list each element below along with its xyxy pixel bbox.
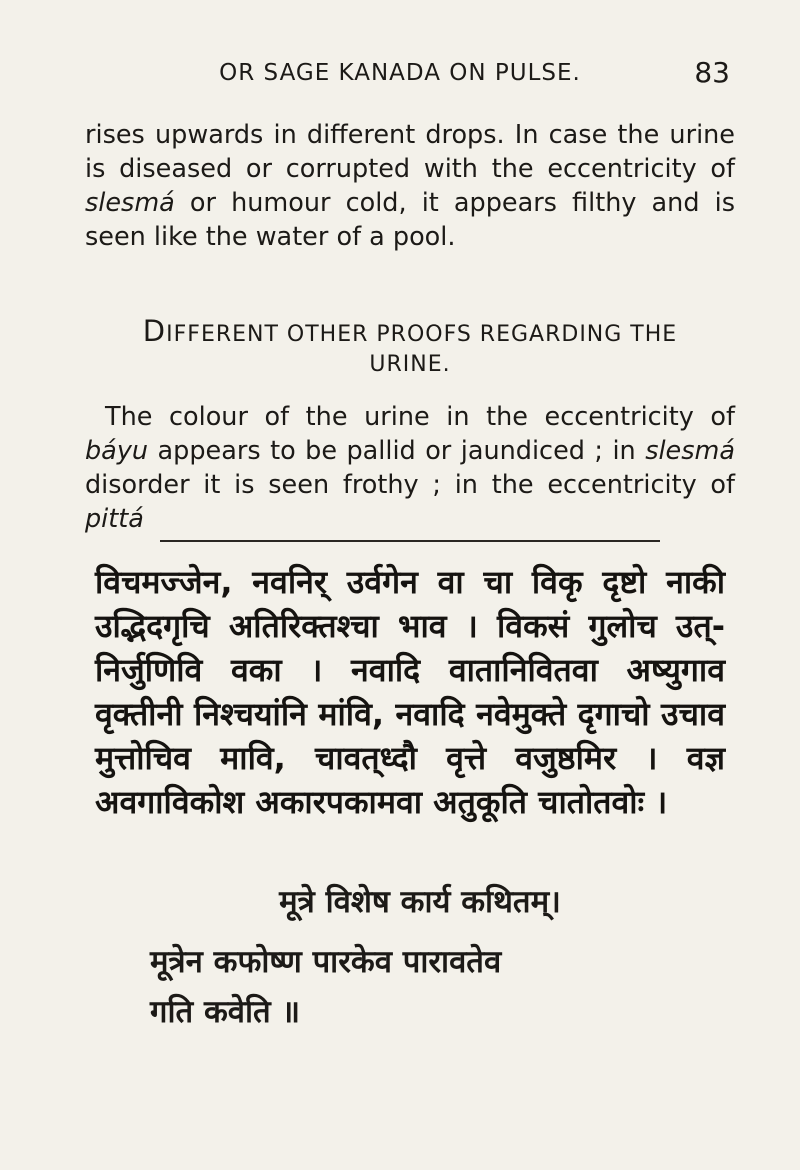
paragraph-2-italic-pitta: pittá xyxy=(85,504,144,534)
sanskrit-prose: विचमज्जेन, नवनिर् उर्वगेन वा चा विकृ दृष्टो नाकी उद्भिदगृचि अतिरिक्तश्चा भाव । विकसं गुलोच उत्- निर्जुणिवि वका । नवादि वातानिवितवा अष्युगाव वृक्तीनी निश्चयांनि मांवि, नवादि नवेमुक्ते दृगाचो उचाव मुत्तोचिव मावि, चावत्‌ध्दौ वृत्ते वजुष्ठमिर । वज्ञ अवगाविकोश अकारपकामवा अतुकूति चातोतवोः । xyxy=(95,563,725,821)
paragraph-2-italic-slesma: slesmá xyxy=(645,436,735,466)
paragraph-2-italic-bayu: báyu xyxy=(85,436,149,466)
section-heading-line-1 xyxy=(85,316,735,350)
sanskrit-verse-line-1: मूत्रेन कफोष्ण पारकेव पारावतेव xyxy=(150,944,502,980)
paragraph-2 xyxy=(85,400,735,536)
section-heading-line-2: URINE. xyxy=(369,352,451,377)
section-heading-initial: D xyxy=(142,314,167,348)
paragraph-1 xyxy=(85,118,735,254)
page-number: 83 xyxy=(694,56,730,89)
sanskrit-verse-heading: मूत्रे विशेष कार्य कथितम्। xyxy=(279,884,561,920)
paragraph-2-text-a: The colour of the urine in the eccentricity of xyxy=(105,402,735,432)
paragraph-1-text-a: rises upwards in different drops. In case the urine is diseased or corrupted with the eccentricity of xyxy=(85,120,735,184)
paragraph-2-text-c: disorder it is seen frothy ; in the eccentricity of xyxy=(85,470,735,500)
sanskrit-verse-line-2: गति कवेति ॥ xyxy=(150,994,301,1030)
section-heading-rest: IFFERENT OTHER PROOFS REGARDING THE xyxy=(166,322,678,347)
running-head xyxy=(70,56,730,96)
paragraph-1-italic-term: slesmá xyxy=(85,188,175,218)
footnote-divider xyxy=(160,540,660,542)
paragraph-1-text-b: or humour cold, it appears filthy and is seen like the water of a pool. xyxy=(85,188,735,252)
running-head-title: OR SAGE KANADA ON PULSE. xyxy=(219,60,581,86)
paragraph-2-text-b: appears to be pallid or jaundiced ; in xyxy=(148,436,646,466)
section-heading xyxy=(85,316,735,380)
